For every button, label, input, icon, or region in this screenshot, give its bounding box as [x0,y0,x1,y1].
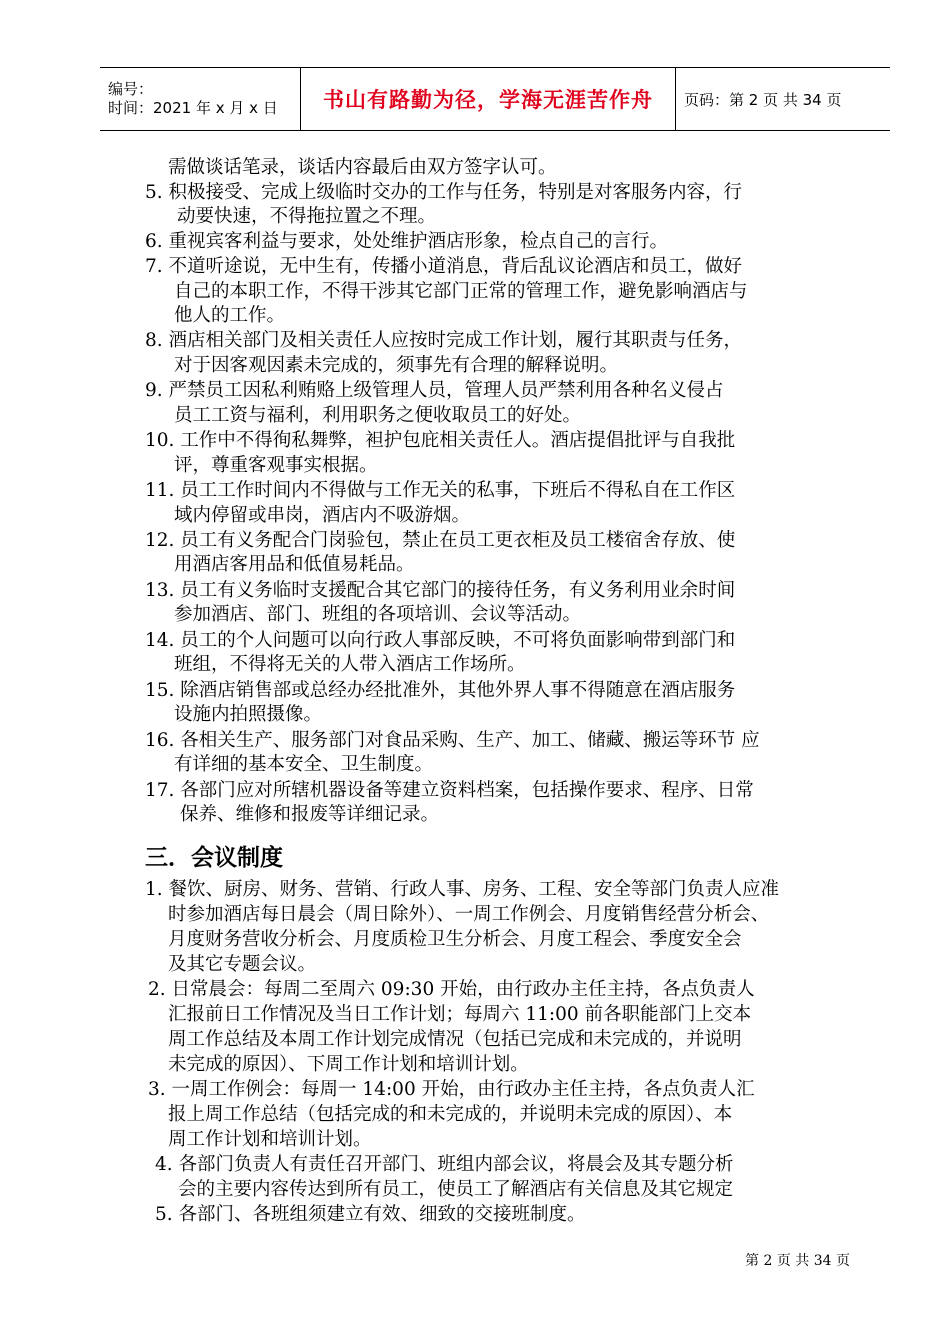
text-line: 周工作总结及本周工作计划完成情况（包括已完成和未完成的，并说明 [168,1029,742,1050]
text-line: 17. 各部门应对所辖机器设备等建立资料档案，包括操作要求、程序、日常 [145,780,754,801]
text-line: 动要快速，不得拖拉置之不理。 [177,206,437,227]
text-line: 11. 员工工作时间内不得做与工作无关的私事，下班后不得私自在工作区 [145,480,736,501]
text-line: 设施内拍照摄像。 [174,704,323,725]
header-page-cell [676,68,890,130]
text-line: 他人的工作。 [174,305,286,326]
text-line: 及其它专题会议。 [168,954,317,975]
text-line: 4. 各部门负责人有责任召开部门、班组内部会议，将晨会及其专题分析 [155,1154,734,1175]
text-line: 13. 员工有义务临时支援配合其它部门的接待任务，有义务利用业余时间 [145,580,736,601]
text-line: 14. 员工的个人问题可以向行政人事部反映，不可将负面影响带到部门和 [145,630,736,651]
text-line: 16. 各相关生产、服务部门对食品采购、生产、加工、储藏、搬运等环节 应 [145,730,760,751]
text-line: 自己的本职工作，不得干涉其它部门正常的管理工作，避免影响酒店与 [174,281,748,302]
text-line: 6. 重视宾客利益与要求，处处维护酒店形象，检点自己的言行。 [145,231,669,252]
text-line: 7. 不道听途说，无中生有，传播小道消息，背后乱议论酒店和员工，做好 [145,256,743,277]
text-line: 2. 日常晨会：每周二至周六 09:30 开始，由行政办主任主持，各点负责人 [148,979,755,1000]
text-line: 9. 严禁员工因私利贿赂上级管理人员，管理人员严禁利用各种名义侵占 [145,380,724,401]
date-label: 时间：2021 年 x 月 x 日 [108,99,278,117]
header-info [100,68,301,130]
text-line: 月度财务营收分析会、月度质检卫生分析会、月度工程会、季度安全会 [168,929,742,950]
number-label: 编号： [108,80,154,98]
text-line: 12. 员工有义务配合门岗验包，禁止在员工更衣柜及员工楼宿舍存放、使 [145,530,736,551]
page-footer: 第 2 页 共 34 页 [745,1253,850,1269]
text-line: 3. 一周工作例会：每周一 14:00 开始，由行政办主任主持，各点负责人汇 [148,1079,755,1100]
text-line: 5. 积极接受、完成上级临时交办的工作与任务，特别是对客服务内容，行 [145,182,743,203]
text-line: 域内停留或串岗，酒店内不吸游烟。 [174,505,471,526]
text-line: 周工作计划和培训计划。 [168,1129,372,1150]
text-line: 会的主要内容传达到所有员工，使员工了解酒店有关信息及其它规定 [178,1179,734,1200]
text-line: 1. 餐饮、厨房、财务、营销、行政人事、房务、工程、安全等部门负责人应准 [145,879,780,900]
text-line: 班组，不得将无关的人带入酒店工作场所。 [174,654,526,675]
text-line: 保养、维修和报废等详细记录。 [180,804,440,825]
motto: 书山有路勤为径，学海无涯苦作舟 [323,88,653,112]
text-line: 用酒店客用品和低值易耗品。 [174,554,415,575]
text-line: 有详细的基本安全、卫生制度。 [174,754,434,775]
page-header [100,67,890,131]
page-label: 页码：第 2 页 共 34 页 [684,90,842,109]
text-line: 未完成的原因）、下周工作计划和培训计划。 [168,1054,529,1075]
text-line: 10. 工作中不得徇私舞弊，袒护包庇相关责任人。酒店提倡批评与自我批 [145,430,736,451]
text-line: 15. 除酒店销售部或总经办经批准外，其他外界人事不得随意在酒店服务 [145,680,736,701]
text-line: 对于因客观因素未完成的，须事先有合理的解释说明。 [174,355,619,376]
text-line: 需做谈话笔录，谈话内容最后由双方签字认可。 [168,157,557,178]
text-line: 报上周工作总结（包括完成的和未完成的，并说明未完成的原因）、本 [168,1104,733,1125]
text-line: 汇报前日工作情况及当日工作计划；每周六 11:00 前各职能部门上交本 [168,1004,752,1025]
header-motto-cell [301,68,676,130]
text-line: 8. 酒店相关部门及相关责任人应按时完成工作计划，履行其职责与任务， [145,330,743,351]
text-line: 员工工资与福利，利用职务之便收取员工的好处。 [174,405,582,426]
text-line: 评，尊重客观事实根据。 [174,455,378,476]
text-line: 参加酒店、部门、班组的各项培训、会议等活动。 [174,604,582,625]
text-line: 5. 各部门、各班组须建立有效、细致的交接班制度。 [155,1204,586,1225]
text-line: 时参加酒店每日晨会（周日除外）、一周工作例会、月度销售经营分析会、 [168,904,770,925]
section-title: 三．会议制度 [145,845,283,871]
